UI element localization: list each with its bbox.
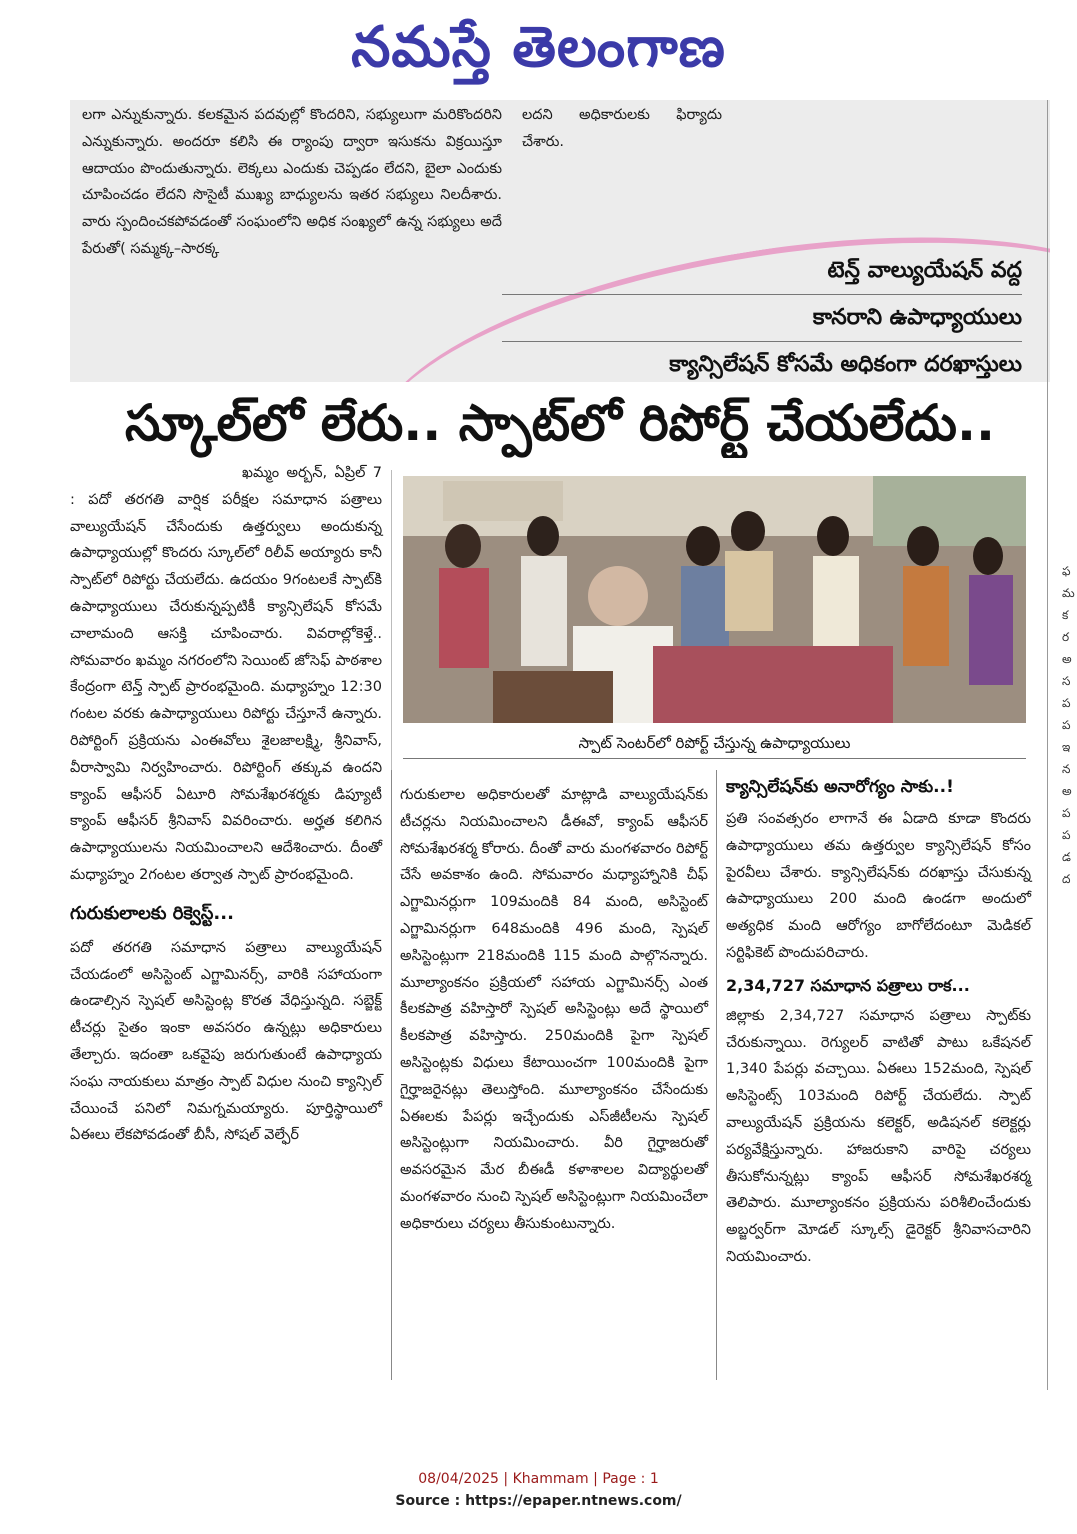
photo-caption: స్పాట్‌ సెంటర్‌లో రిపోర్ట్‌ చేస్తున్న ఉపాధ్యాయులు [403,728,1026,759]
footer-source-link[interactable]: Source : https://epaper.ntnews.com/ [395,1493,682,1509]
deck-line: టెన్త్‌ వాల్యుయేషన్‌ వద్ద [502,248,1022,295]
column-divider [391,470,392,770]
teachers-photo-illustration [403,476,1026,723]
deck-line: కానరాని ఉపాధ్యాయులు [502,295,1022,342]
subheading-answer-sheets: 2,34,727 సమాధాన పత్రాలు రాక... [726,975,970,995]
masthead [0,8,1077,88]
article-lead-paragraph: ఖమ్మం అర్బన్‌, ఏప్రిల్‌ 7 : పదో తరగతి వార్షిక పరీక్షల సమాధాన పత్రాలు వాల్యుయేషన్‌ చేసేందుకు ఉత్తర్వులు అందుకున్న ఉపాధ్యాయుల్లో కొందరు స్కూల్‌లో రిలీవ్‌ అయ్యారు కానీ స్పాట్‌లో రిపోర్టు చేయలేదు. ఉదయం 9గంటలకే స్పాట్‌కి ఉపాధ్యాయులు చేరుకున్నప్పటికీ క్యాన్సిలేషన్‌ కోసమే చాలామంది ఆసక్తి చూపించారు. వివరాల్లోకెళ్తే.. సోమవారం ఖమ్మం నగరంలోని సెయింట్‌ జోసెఫ్‌ పాఠశాల కేంద్రంగా టెన్త్‌ స్పాట్‌ ప్రారంభమైంది. మధ్యాహ్నం 12:30 గంటల వరకు ఉపాధ్యాయులు రిపోర్టు చేస్తూనే ఉన్నారు. రిపోర్టింగ్‌ ప్రక్రియను ఎంఈవోలు శైలజాలక్ష్మి, శ్రీనివాస్‌, వీరాస్వామి నిర్వహించారు. రిపోర్టింగ్‌ తక్కువ ఉందని క్యాంప్‌ ఆఫీసర్‌ ఏటూరి సోమశేఖరశర్మకు డిప్యూటీ క్యాంప్‌ ఆఫీసర్‌ శ్రీనివాస్‌ వివరించారు. అర్హత కలిగిన ఉపాధ్యాయులను నియమించాలని ఆదేశించారు. దీంతో మధ్యాహ్నం 2గంటల తర్వాత స్పాట్‌ ప్రారంభమైంది. [70,465,382,883]
column-divider [391,770,392,1380]
article-paragraph: జిల్లాకు 2,34,727 సమాధాన పత్రాలు స్పాట్‌కు చేరుకున్నాయి. రెగ్యులర్‌ వాటితో పాటు ఒకేషనల్‌ 1,340 పేపర్లు వచ్చాయి. ఏఈలు 152మంది, స్పెషల్‌ అసిస్టెంట్స్‌ 103మంది రిపోర్ట్‌ చేయలేదు. స్పాట్‌ వాల్యుయేషన్‌ ప్రక్రియను కలెక్టర్‌, అడిషనల్‌ కలెక్టర్లు పర్యవేక్షిస్తున్నారు. హాజరుకాని వారిపై చర్యలు తీసుకోనున్నట్లు క్యాంప్‌ ఆఫీసర్‌ సోమశేఖరశర్మ తెలిపారు. మూల్యాంకనం ప్రక్రియను పరిశీలించేందుకు అబ్జర్వర్‌గా మోడల్‌ స్కూల్స్‌ డైరెక్టర్‌ శ్రీనివాసచారిని నియమించారు. [726,1007,1031,1265]
article-column-2 [400,782,708,1238]
column-divider [716,770,717,1380]
top-story-column-1: లగా ఎన్నుకున్నారు. కలకమైన పదవుల్లో కొందరిని, సభ్యులుగా మరికొందరిని ఎన్నుకున్నారు. అందరూ కలిసి ఈ ర్యాంపు ద్వారా ఇసుకను విక్రయిస్తూ ఆదాయం పొందుతున్నారు. లెక్కలు ఎందుకు చెప్పడం లేదని, బైలా ఎందుకు చూపించడం లేదని సొసైటీ ముఖ్య బాధ్యులను ఇతర సభ్యులు నిలదీశారు. వారు స్పందించకపోవడంతో సంఘంలోని అధిక సంఖ్యలో ఉన్న సభ్యులు అదే పేరుతో( సమ్మక్క–సారక్క [82,107,502,257]
right-column-divider [1047,100,1048,1390]
article-column-3 [726,772,1031,1271]
deck-line: క్యాన్సిలేషన్‌ కోసమే అధికంగా దరఖాస్తులు [502,342,1022,382]
top-story-column-2: లదని అధికారులకు ఫిర్యాదు చేశారు. [522,107,722,150]
article-paragraph: పదో తరగతి సమాధాన పత్రాలు వాల్యుయేషన్‌ చేయడంలో అసిస్టెంట్‌ ఎగ్జామినర్స్‌, వారికి సహాయంగా ఉండాల్సిన స్పెషల్‌ అసిస్టెంట్ల కొరత వేధిస్తున్నది. సబ్జెక్ట్‌ టీచర్లు సైతం ఇంకా అవసరం ఉన్నట్లు అధికారులు తేల్చారు. ఇదంతా ఒకవైపు జరుగుతుంటే ఉపాధ్యాయ సంఘ నాయకులు మాత్రం స్పాట్‌ విధుల నుంచి క్యాన్సిల్‌ చేయించే పనిలో నిమగ్నమయ్యారు. పూర్తిస్థాయిలో ఏఈలు లేకపోవడంతో బీసీ, సోషల్‌ వెల్ఫేర్‌ [70,939,382,1144]
article-column-1 [70,460,382,1149]
subheading-cancellation: క్యాన్సిలేషన్‌కు అనారోగ్యం సాకు..! [726,777,954,797]
adjacent-article-fragment: ఫ మ క ర అ స ప ప ఇ న అ ప ప డ ద [1062,564,1075,886]
subheading-gurukulalu: గురుకులాలకు రిక్వెస్ట్‌... [70,902,234,924]
article-paragraph: గురుకులాల అధికారులతో మాట్లాడి వాల్యుయేషన్‌కు టీచర్లను నియమించాలని డీఈవో, క్యాంప్‌ ఆఫీసర్‌ సోమశేఖరశర్మ కోరారు. దీంతో వారు మంగళవారం రిపోర్ట్‌ చేసే అవకాశం ఉంది. సోమవారం మధ్యాహ్నానికి చీఫ్‌ ఎగ్జామినర్లుగా 109మందికి 84 మంది, అసిస్టెంట్‌ ఎగ్జామినర్లుగా 648మందికి 496 మంది, స్పెషల్‌ అసిస్టెంట్లుగా 218మందికి 115 మంది పాల్గొనన్నారు. మూల్యాంకనం ప్రక్రియలో సహాయ ఎగ్జామినర్స్‌ ఎంత కీలకపాత్ర వహిస్తారో స్పెషల్‌ అసిస్టెంట్లు అదే స్థాయిలో కీలకపాత్ర వహిస్తారు. 250మందికి పైగా స్పెషల్‌ అసిస్టెంట్లకు విధులు కేటాయించగా 100మందికి పైగా గైర్హాజరైనట్లు తెలుస్తోంది. మూల్యాంకనం చేసేందుకు ఏఈలకు పేపర్లు ఇచ్చేందుకు ఎస్‌జీటీలను స్పెషల్‌ అసిస్టెంట్లుగా నియమించారు. వీరి గైర్హాజరుతో అవసరమైన మేర బీఈడీ కళాశాలల విద్యార్థులతో మంగళవారం నుంచి స్పెషల్‌ అసిస్టెంట్లుగా నియమించేలా అధికారులు చర్యలు తీసుకుంటున్నారు. [400,787,708,1232]
article-paragraph: ప్రతి సంవత్సరం లాగానే ఈ ఏడాది కూడా కొందరు ఉపాధ్యాయులు తమ ఉత్తర్వుల క్యాన్సిలేషన్‌ కోసం పైరవీలు చేశారు. క్యాన్సిలేషన్‌కు దరఖాస్తు చేసుకున్న ఉపాధ్యాయులు 200 మంది ఉండగా అందులో అత్యధిక మంది ఆరోగ్యం బాగోలేదంటూ మెడికల్‌ సర్టిఫికెట్‌ పొందుపరిచారు. [726,811,1031,961]
page-footer [0,1468,1077,1512]
main-headline: స్కూల్‌లో లేరు.. స్పాట్‌లో రిపోర్ట్‌ చేయలేదు.. [125,394,995,452]
footer-edition-info: 08/04/2025 | Khammam | Page : 1 [418,1471,659,1487]
news-photo [403,476,1026,723]
masthead-logo: నమస్తే తెలంగాణ [351,15,726,80]
top-story-block [70,100,1050,382]
headline-deck [502,248,1022,382]
